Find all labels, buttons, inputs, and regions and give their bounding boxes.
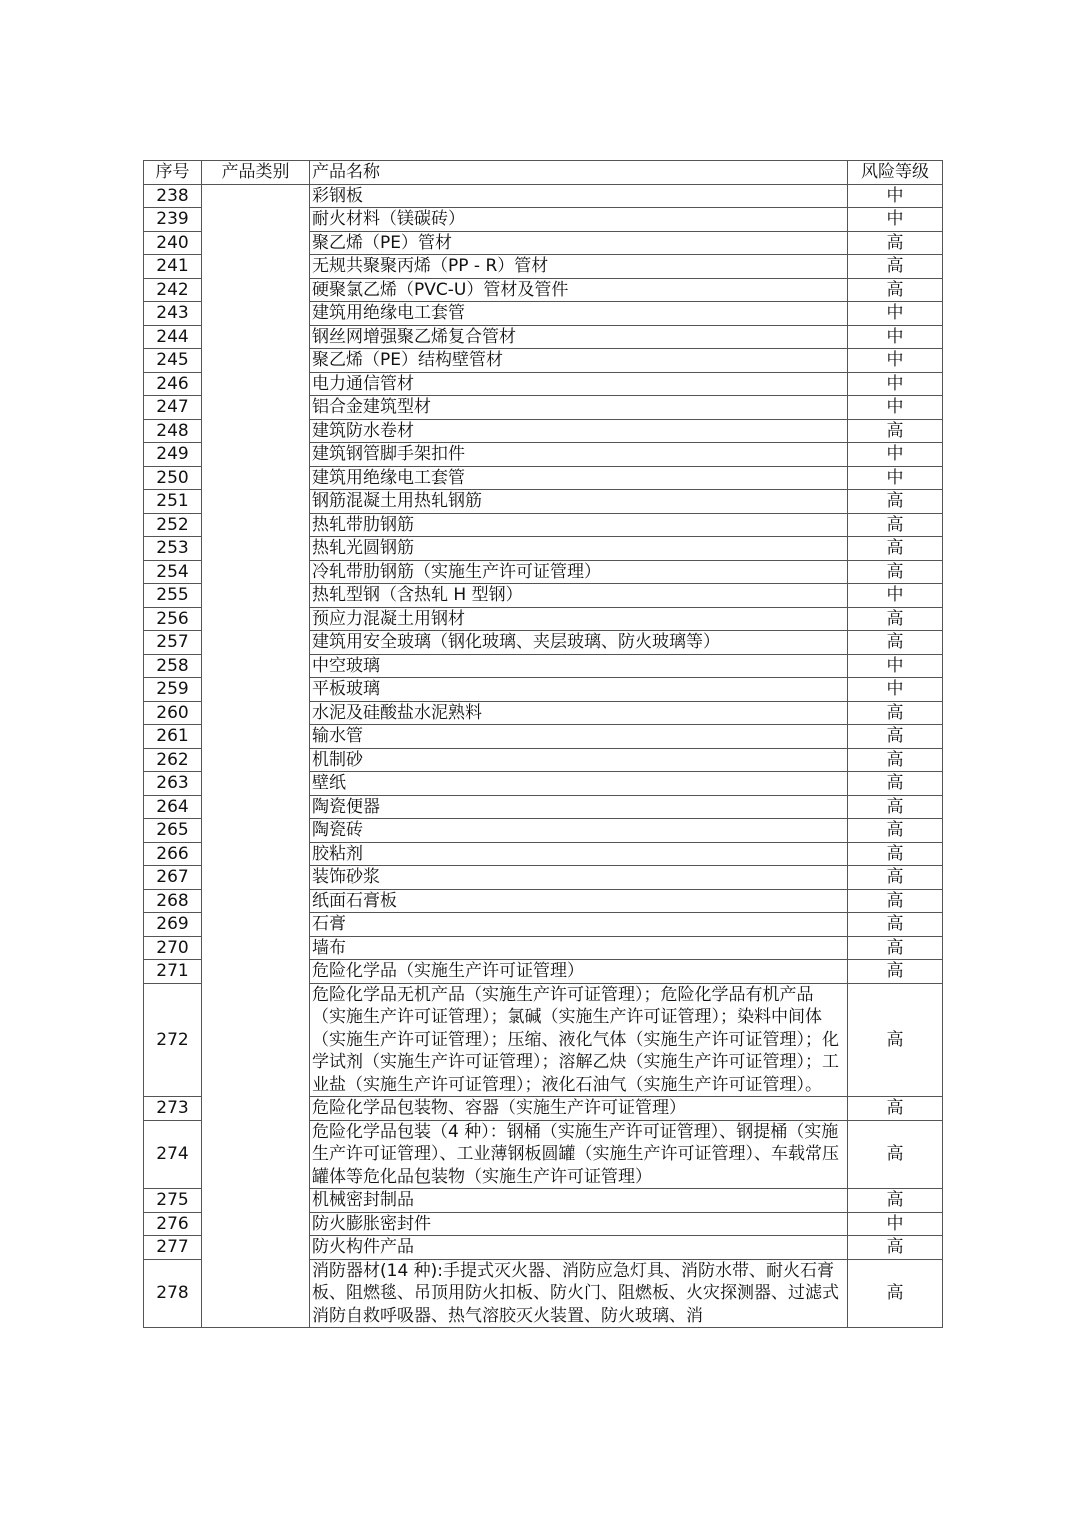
serial-no-cell: 252 [144, 513, 202, 537]
table-row [144, 983, 943, 1097]
risk-level-cell: 中 [848, 396, 943, 420]
product-category-cell [202, 795, 310, 819]
product-category-cell [202, 913, 310, 937]
table-row [144, 1236, 943, 1260]
product-name-cell: 建筑防水卷材 [310, 419, 848, 443]
product-category-cell [202, 466, 310, 490]
serial-no-cell: 273 [144, 1097, 202, 1121]
product-category-cell [202, 631, 310, 655]
product-name-cell: 耐火材料（镁碳砖） [310, 208, 848, 232]
risk-level-cell: 中 [848, 1212, 943, 1236]
product-category-cell [202, 866, 310, 890]
serial-no-cell: 245 [144, 349, 202, 373]
table-row [144, 302, 943, 326]
table-row [144, 889, 943, 913]
serial-no-cell: 269 [144, 913, 202, 937]
product-name-cell: 中空玻璃 [310, 654, 848, 678]
risk-level-cell: 高 [848, 231, 943, 255]
serial-no-cell: 272 [144, 983, 202, 1097]
risk-level-cell: 中 [848, 208, 943, 232]
product-name-cell: 预应力混凝土用钢材 [310, 607, 848, 631]
risk-level-cell: 高 [848, 936, 943, 960]
product-category-cell [202, 396, 310, 420]
serial-no-cell: 250 [144, 466, 202, 490]
risk-level-cell: 高 [848, 772, 943, 796]
table-row [144, 842, 943, 866]
product-name-cell: 机制砂 [310, 748, 848, 772]
product-category-cell [202, 1097, 310, 1121]
product-name-cell: 建筑用安全玻璃（钢化玻璃、夹层玻璃、防火玻璃等） [310, 631, 848, 655]
serial-no-cell: 263 [144, 772, 202, 796]
table-row [144, 607, 943, 631]
risk-level-cell: 中 [848, 372, 943, 396]
risk-level-cell: 高 [848, 748, 943, 772]
table-row [144, 466, 943, 490]
table-row [144, 725, 943, 749]
table-header-row [144, 161, 943, 185]
serial-no-cell: 267 [144, 866, 202, 890]
serial-no-cell: 251 [144, 490, 202, 514]
risk-level-cell: 高 [848, 607, 943, 631]
risk-level-cell: 中 [848, 184, 943, 208]
product-category-cell [202, 231, 310, 255]
product-name-cell: 胶粘剂 [310, 842, 848, 866]
table-row [144, 1189, 943, 1213]
serial-no-cell: 260 [144, 701, 202, 725]
product-name-cell: 聚乙烯（PE）结构壁管材 [310, 349, 848, 373]
serial-no-cell: 264 [144, 795, 202, 819]
risk-level-cell: 中 [848, 349, 943, 373]
product-name-cell: 危险化学品包装物、容器（实施生产许可证管理） [310, 1097, 848, 1121]
table-row [144, 184, 943, 208]
table-row [144, 936, 943, 960]
serial-no-cell: 275 [144, 1189, 202, 1213]
product-name-cell: 热轧光圆钢筋 [310, 537, 848, 561]
risk-level-cell: 高 [848, 701, 943, 725]
product-category-cell [202, 889, 310, 913]
table-row [144, 231, 943, 255]
risk-level-cell: 高 [848, 983, 943, 1097]
product-category-cell [202, 819, 310, 843]
product-name-cell: 纸面石膏板 [310, 889, 848, 913]
risk-level-cell: 中 [848, 678, 943, 702]
product-category-cell [202, 1189, 310, 1213]
serial-no-cell: 254 [144, 560, 202, 584]
product-name-cell: 水泥及硅酸盐水泥熟料 [310, 701, 848, 725]
product-category-cell [202, 560, 310, 584]
risk-level-cell: 高 [848, 889, 943, 913]
risk-level-cell: 中 [848, 584, 943, 608]
table-row [144, 372, 943, 396]
product-category-cell [202, 678, 310, 702]
product-name-cell: 平板玻璃 [310, 678, 848, 702]
serial-no-cell: 241 [144, 255, 202, 279]
product-name-cell: 防火膨胀密封件 [310, 1212, 848, 1236]
product-name-cell: 建筑用绝缘电工套管 [310, 302, 848, 326]
product-name-cell: 防火构件产品 [310, 1236, 848, 1260]
product-category-cell [202, 701, 310, 725]
table-row [144, 325, 943, 349]
product-name-cell: 聚乙烯（PE）管材 [310, 231, 848, 255]
product-category-cell [202, 1236, 310, 1260]
table-row [144, 960, 943, 984]
serial-no-cell: 247 [144, 396, 202, 420]
table-row [144, 795, 943, 819]
product-name-cell: 危险化学品无机产品（实施生产许可证管理）；危险化学品有机产品（实施生产许可证管理）；氯碱（实施生产许可证管理）；染料中间体（实施生产许可证管理）；压缩、液化气体（实施生产许可证管理）；化学试剂（实施生产许可证管理）；溶解乙炔（实施生产许可证管理）；工业盐（实施生产许可证管理）；液化石油气（实施生产许可证管理）。 [310, 983, 848, 1097]
serial-no-cell: 265 [144, 819, 202, 843]
table-row [144, 678, 943, 702]
product-name-cell: 陶瓷砖 [310, 819, 848, 843]
product-name-cell: 陶瓷便器 [310, 795, 848, 819]
risk-level-cell: 高 [848, 255, 943, 279]
product-name-cell: 铝合金建筑型材 [310, 396, 848, 420]
product-name-cell: 热轧带肋钢筋 [310, 513, 848, 537]
serial-no-cell: 274 [144, 1120, 202, 1189]
table-row [144, 584, 943, 608]
product-category-cell [202, 748, 310, 772]
serial-no-cell: 261 [144, 725, 202, 749]
product-category-cell [202, 983, 310, 1097]
product-category-cell [202, 443, 310, 467]
risk-level-cell: 高 [848, 725, 943, 749]
product-category-cell [202, 208, 310, 232]
table-row [144, 913, 943, 937]
risk-level-cell: 高 [848, 1236, 943, 1260]
product-name-cell: 建筑钢管脚手架扣件 [310, 443, 848, 467]
table-row [144, 1097, 943, 1121]
risk-level-cell: 高 [848, 842, 943, 866]
product-name-cell: 机械密封制品 [310, 1189, 848, 1213]
table-row [144, 396, 943, 420]
product-name-cell: 钢筋混凝土用热轧钢筋 [310, 490, 848, 514]
serial-no-cell: 262 [144, 748, 202, 772]
product-category-cell [202, 1212, 310, 1236]
serial-no-cell: 238 [144, 184, 202, 208]
product-name-cell: 石膏 [310, 913, 848, 937]
table-row [144, 1120, 943, 1189]
product-name-cell: 钢丝网增强聚乙烯复合管材 [310, 325, 848, 349]
product-category-cell [202, 255, 310, 279]
table-row [144, 654, 943, 678]
risk-level-cell: 高 [848, 819, 943, 843]
header-serial-no: 序号 [144, 161, 202, 185]
risk-level-cell: 中 [848, 654, 943, 678]
risk-level-cell: 高 [848, 1097, 943, 1121]
product-category-cell [202, 772, 310, 796]
serial-no-cell: 239 [144, 208, 202, 232]
product-category-cell [202, 1259, 310, 1328]
table-row [144, 1212, 943, 1236]
serial-no-cell: 278 [144, 1259, 202, 1328]
product-category-cell [202, 490, 310, 514]
serial-no-cell: 243 [144, 302, 202, 326]
table-row [144, 1259, 943, 1328]
serial-no-cell: 259 [144, 678, 202, 702]
serial-no-cell: 266 [144, 842, 202, 866]
serial-no-cell: 257 [144, 631, 202, 655]
product-category-cell [202, 349, 310, 373]
product-name-cell: 无规共聚聚丙烯（PP - R）管材 [310, 255, 848, 279]
table-row [144, 819, 943, 843]
risk-level-cell: 高 [848, 537, 943, 561]
table-row [144, 255, 943, 279]
serial-no-cell: 240 [144, 231, 202, 255]
serial-no-cell: 253 [144, 537, 202, 561]
serial-no-cell: 255 [144, 584, 202, 608]
risk-level-cell: 高 [848, 490, 943, 514]
table-row [144, 513, 943, 537]
product-category-cell [202, 537, 310, 561]
product-category-cell [202, 654, 310, 678]
product-name-cell: 电力通信管材 [310, 372, 848, 396]
product-category-cell [202, 372, 310, 396]
header-product-name: 产品名称 [310, 161, 848, 185]
risk-level-cell: 高 [848, 1189, 943, 1213]
product-risk-table [143, 160, 943, 1328]
product-category-cell [202, 584, 310, 608]
product-category-cell [202, 1120, 310, 1189]
product-name-cell: 输水管 [310, 725, 848, 749]
table-row [144, 772, 943, 796]
product-name-cell: 热轧型钢（含热轧 H 型钢） [310, 584, 848, 608]
table-row [144, 537, 943, 561]
serial-no-cell: 276 [144, 1212, 202, 1236]
risk-level-cell: 高 [848, 278, 943, 302]
risk-level-cell: 中 [848, 302, 943, 326]
risk-level-cell: 中 [848, 325, 943, 349]
product-category-cell [202, 325, 310, 349]
product-name-cell: 消防器材(14 种):手提式灭火器、消防应急灯具、消防水带、耐火石膏板、阻燃毯、吊顶用防火扣板、防火门、阻燃板、火灾探测器、过滤式消防自救呼吸器、热气溶胶灭火装置、防火玻璃、消 [310, 1259, 848, 1328]
product-name-cell: 危险化学品包装（4 种）：钢桶（实施生产许可证管理）、钢提桶（实施生产许可证管理）、工业薄钢板圆罐（实施生产许可证管理）、车载常压罐体等危化品包装物（实施生产许可证管理） [310, 1120, 848, 1189]
product-category-cell [202, 419, 310, 443]
header-product-category: 产品类别 [202, 161, 310, 185]
product-category-cell [202, 960, 310, 984]
risk-level-cell: 高 [848, 960, 943, 984]
table-row [144, 419, 943, 443]
risk-level-cell: 高 [848, 1259, 943, 1328]
product-category-cell [202, 725, 310, 749]
serial-no-cell: 271 [144, 960, 202, 984]
product-category-cell [202, 842, 310, 866]
product-category-cell [202, 278, 310, 302]
product-category-cell [202, 513, 310, 537]
product-category-cell [202, 302, 310, 326]
serial-no-cell: 249 [144, 443, 202, 467]
risk-level-cell: 中 [848, 466, 943, 490]
table-row [144, 490, 943, 514]
serial-no-cell: 270 [144, 936, 202, 960]
risk-level-cell: 高 [848, 913, 943, 937]
table-body [144, 184, 943, 1328]
risk-level-cell: 高 [848, 560, 943, 584]
product-name-cell: 硬聚氯乙烯（PVC-U）管材及管件 [310, 278, 848, 302]
risk-level-cell: 高 [848, 795, 943, 819]
product-name-cell: 建筑用绝缘电工套管 [310, 466, 848, 490]
serial-no-cell: 256 [144, 607, 202, 631]
serial-no-cell: 244 [144, 325, 202, 349]
risk-level-cell: 高 [848, 419, 943, 443]
table-row [144, 701, 943, 725]
table-row [144, 866, 943, 890]
product-name-cell: 危险化学品（实施生产许可证管理） [310, 960, 848, 984]
serial-no-cell: 258 [144, 654, 202, 678]
risk-level-cell: 中 [848, 443, 943, 467]
table-row [144, 631, 943, 655]
product-category-cell [202, 936, 310, 960]
risk-level-cell: 高 [848, 1120, 943, 1189]
serial-no-cell: 246 [144, 372, 202, 396]
risk-level-cell: 高 [848, 631, 943, 655]
serial-no-cell: 242 [144, 278, 202, 302]
header-risk-level: 风险等级 [848, 161, 943, 185]
serial-no-cell: 268 [144, 889, 202, 913]
product-name-cell: 壁纸 [310, 772, 848, 796]
serial-no-cell: 277 [144, 1236, 202, 1260]
table-row [144, 560, 943, 584]
product-name-cell: 墙布 [310, 936, 848, 960]
table-row [144, 349, 943, 373]
risk-level-cell: 高 [848, 866, 943, 890]
table-row [144, 208, 943, 232]
product-name-cell: 彩钢板 [310, 184, 848, 208]
risk-level-cell: 高 [848, 513, 943, 537]
product-name-cell: 装饰砂浆 [310, 866, 848, 890]
serial-no-cell: 248 [144, 419, 202, 443]
table-row [144, 278, 943, 302]
table-row [144, 443, 943, 467]
table-row [144, 748, 943, 772]
product-category-cell [202, 184, 310, 208]
product-name-cell: 冷轧带肋钢筋（实施生产许可证管理） [310, 560, 848, 584]
product-category-cell [202, 607, 310, 631]
